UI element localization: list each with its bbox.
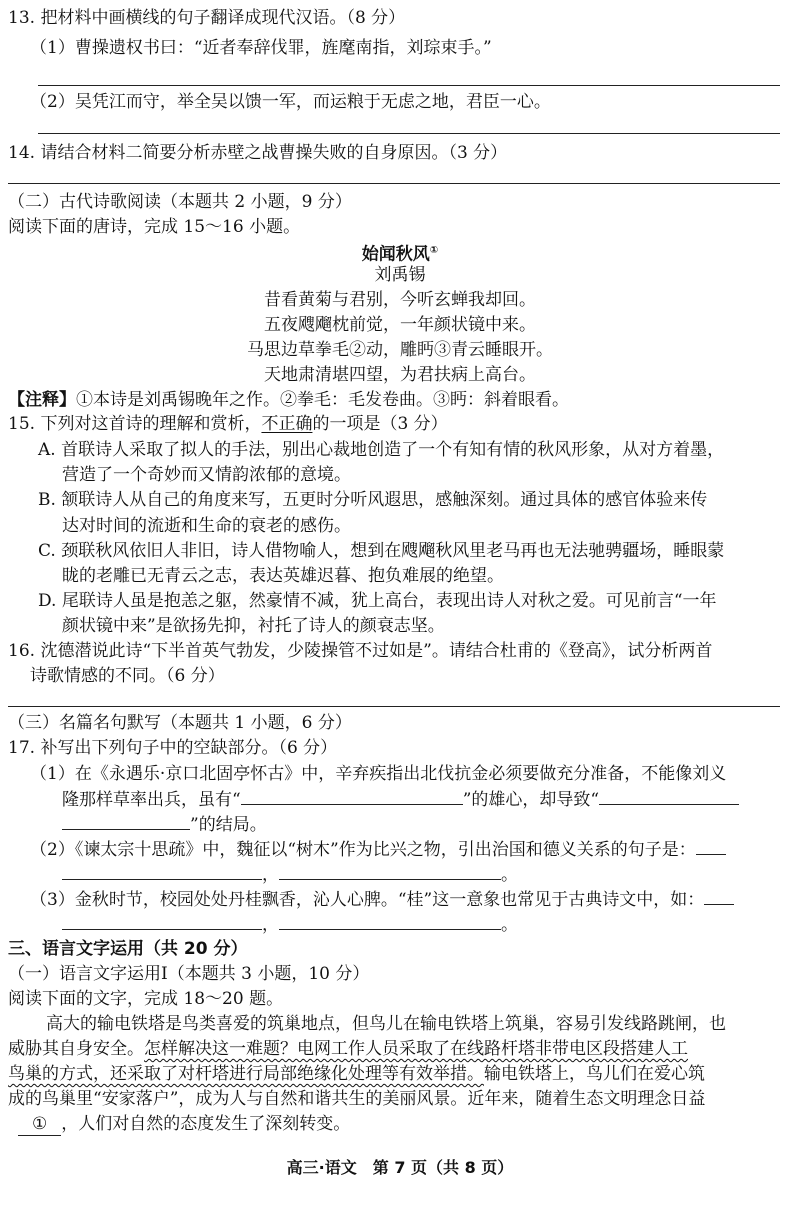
fill-blank[interactable]	[279, 863, 501, 880]
section-three-intro: 阅读下面的文字，完成 18～20 题。	[8, 989, 284, 1009]
passage-line-5	[18, 1113, 350, 1136]
q17-s1-line-3	[62, 813, 267, 836]
q15-title-post: 的一项是（3 分）	[312, 414, 448, 434]
q15-option-a-line-2[interactable]: 营造了一个奇妙而又情韵浓郁的意境。	[62, 465, 351, 485]
answer-line[interactable]	[8, 706, 780, 707]
numbered-blank[interactable]: ①	[18, 1113, 61, 1136]
poem-line-4: 天地肃清堪四望，为君扶病上高台。	[264, 365, 536, 385]
page-footer: 高三·语文 第 7 页（共 8 页）	[286, 1158, 514, 1177]
q15-title-emphasis: 不正确	[261, 414, 313, 434]
q17-s1-line-2	[62, 788, 739, 811]
q15-option-c-line-1[interactable]: C. 颈联秋风依旧人非旧，诗人借物喻人，想到在飕飗秋风里老马再也无法驰骋疆场，睡眼蒙	[38, 541, 725, 561]
section-poem-intro: 阅读下面的唐诗，完成 15～16 小题。	[8, 217, 301, 237]
q17-s1-text-c: ”的结局。	[190, 815, 267, 835]
poem-line-3: 马思边草拳毛②动，雕眄③青云睡眼开。	[247, 340, 553, 360]
fill-blank[interactable]	[62, 863, 262, 880]
q13-title: 13. 把材料中画横线的句子翻译成现代汉语。（8 分）	[8, 8, 406, 28]
q16-line-2: 诗歌情感的不同。（6 分）	[30, 666, 225, 686]
q13-sentence-2: （2）吴凭江而守，举全吴以馈一军，而运粮于无虑之地，君臣一心。	[30, 92, 551, 112]
poem-notes-text: ①本诗是刘禹锡晚年之作。②拳毛：毛发卷曲。③眄：斜着眼看。	[76, 390, 569, 410]
passage-line-2	[8, 1038, 688, 1060]
q17-s2-line-1	[30, 838, 726, 861]
q15-title-pre: 15. 下列对这首诗的理解和赏析，	[8, 414, 262, 434]
q14-title: 14. 请结合材料二简要分析赤壁之战曹操失败的自身原因。（3 分）	[8, 143, 508, 163]
q17-s1-text-b: ”的雄心，却导致“	[462, 790, 600, 810]
section-three-header: 三、语言文字运用（共 20 分）	[8, 939, 248, 959]
fill-blank[interactable]	[279, 913, 501, 930]
fill-blank[interactable]	[62, 913, 262, 930]
poem-notes	[8, 389, 569, 411]
answer-line[interactable]	[38, 85, 780, 86]
fill-blank[interactable]	[599, 788, 739, 805]
period: 。	[501, 865, 518, 885]
passage-wavy-underline: 怎样解决这一难题？电网工作人员采取了在线路杆塔非带电区段搭建人工	[144, 1039, 688, 1059]
poem-title-text: 始闻秋风	[361, 244, 430, 265]
q15-option-d-line-2[interactable]: 颜状镜中来”是欲扬先抑，衬托了诗人的颜衰志坚。	[62, 616, 445, 636]
passage-wavy-underline: 鸟巢的方式，还采取了对杆塔进行局部绝缘化处理等有效举措。	[8, 1064, 484, 1084]
passage-line-2-text: 威胁其自身安全。	[8, 1039, 144, 1059]
section-poem-header: （二）古代诗歌阅读（本题共 2 小题，9 分）	[8, 192, 352, 212]
section-three-subheader: （一）语言文字运用Ⅰ（本题共 3 小题，10 分）	[8, 964, 370, 984]
q15-option-b-line-2[interactable]: 达对时间的流逝和生命的衰老的感伤。	[62, 516, 351, 536]
q15-option-d-line-1[interactable]: D. 尾联诗人虽是抱恙之躯，然豪情不减，犹上高台，表现出诗人对秋之爱。可见前言“一年	[38, 591, 717, 611]
poem-notes-label: 【注释】	[8, 390, 76, 410]
q15-option-c-line-2[interactable]: 眬的老雕已无青云之志，表达英雄迟暮、抱负难展的绝望。	[62, 566, 504, 586]
section-mingpian-header: （三）名篇名句默写（本题共 1 小题，6 分）	[8, 713, 352, 733]
q17-s3-line-1	[30, 888, 734, 911]
fill-blank[interactable]	[696, 838, 726, 855]
q17-s2-text: （2）《谏太宗十思疏》中，魏征以“树木”作为比兴之物，引出治国和德义关系的句子是：	[30, 840, 696, 860]
q15-option-b-line-1[interactable]: B. 颔联诗人从自己的角度来写，五更时分听风遐思，感触深刻。通过具体的感官体验来传	[38, 490, 708, 510]
q17-title: 17. 补写出下列句子中的空缺部分。（6 分）	[8, 738, 338, 758]
fill-blank[interactable]	[62, 813, 190, 830]
q16-line-1: 16. 沈德潜说此诗“下半首英气勃发，少陵操管不过如是”。请结合杜甫的《登高》，试分析两首	[8, 641, 713, 661]
q17-s3-line-2	[62, 913, 518, 936]
q17-s1-line-1: （1）在《永遇乐·京口北固亭怀古》中，辛弃疾指出北伐抗金必须要做充分准备，不能像刘义	[30, 764, 727, 784]
poem-title	[0, 240, 800, 266]
q15-title	[8, 413, 448, 435]
answer-line[interactable]	[38, 133, 780, 134]
comma-separator: ，	[262, 915, 279, 935]
passage-line-1: 高大的输电铁塔是鸟类喜爱的筑巢地点，但鸟儿在输电铁塔上筑巢，容易引发线路跳闸，也	[46, 1014, 726, 1034]
passage-line-5-text: ，人们对自然的态度发生了深刻转变。	[61, 1114, 351, 1134]
passage-line-3	[8, 1063, 705, 1085]
passage-line-3-text: 输电铁塔上，鸟儿们在爱心筑	[484, 1064, 705, 1084]
poem-line-1: 昔看黄菊与君别，今听玄蝉我却回。	[264, 290, 536, 310]
period: 。	[501, 915, 518, 935]
q17-s2-line-2	[62, 863, 518, 886]
comma-separator: ，	[262, 865, 279, 885]
q13-sentence-1: （1）曹操遗权书曰：“近者奉辞伐罪，旌麾南指，刘琮束手。”	[30, 38, 492, 58]
q17-s1-text-a: 隆那样草率出兵，虽有“	[62, 790, 241, 810]
fill-blank[interactable]	[704, 888, 734, 905]
passage-line-4: 成的鸟巢里“安家落户”，成为人与自然和谐共生的美丽风景。近年来，随着生态文明理念日益	[8, 1089, 706, 1109]
q17-s3-text: （3）金秋时节，校园处处丹桂飘香，沁人心脾。“桂”这一意象也常见于古典诗文中，如：	[30, 890, 705, 910]
answer-line[interactable]	[8, 183, 780, 184]
fill-blank[interactable]	[241, 788, 463, 805]
poem-title-footnote-mark: ①	[429, 245, 439, 256]
poem-author: 刘禹锡	[374, 265, 426, 285]
q15-option-a-line-1[interactable]: A. 首联诗人采取了拟人的手法，别出心裁地创造了一个有知有情的秋风形象，从对方着墨，	[38, 440, 725, 460]
poem-line-2: 五夜飕飗枕前觉，一年颜状镜中来。	[264, 315, 536, 335]
